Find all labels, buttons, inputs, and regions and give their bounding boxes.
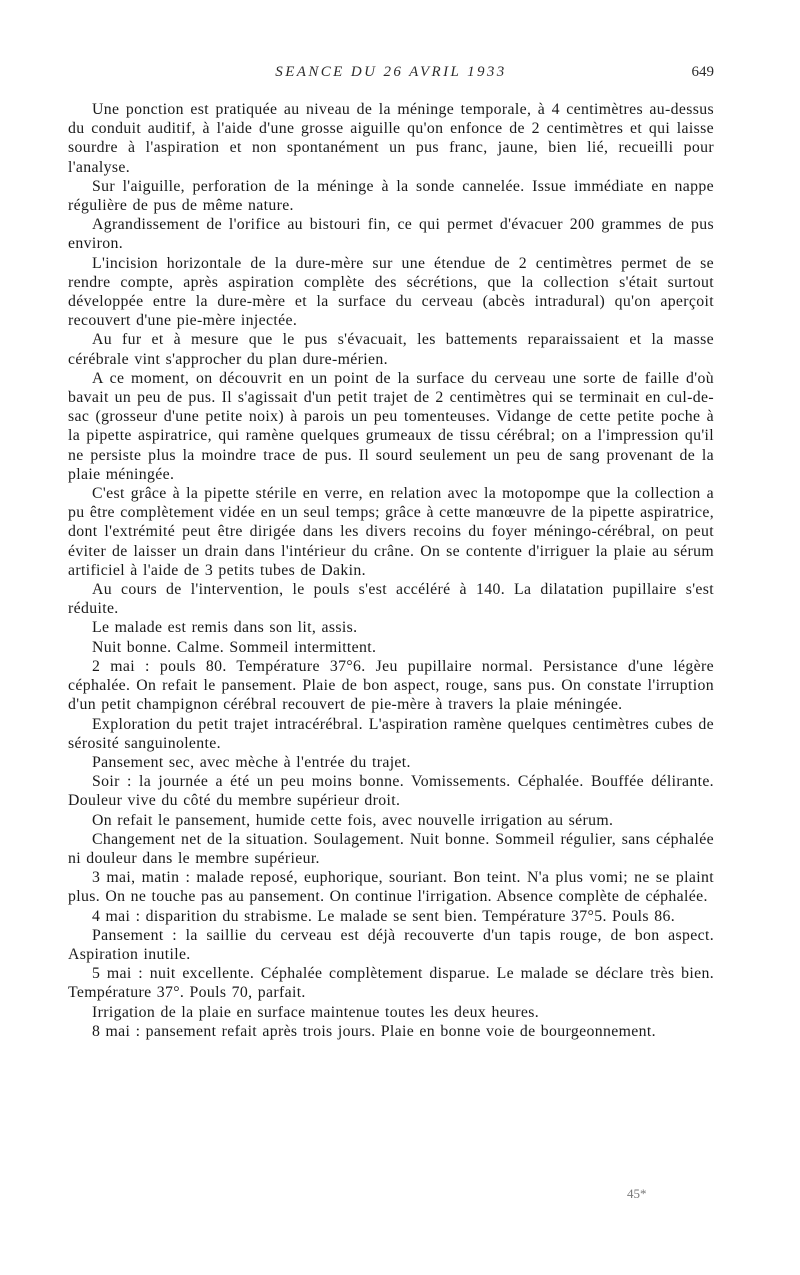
paragraph: Exploration du petit trajet intracérébral. L'aspiration ramène quelques centimètres cubes de sérosité sanguinolente. <box>68 715 714 752</box>
paragraph: Soir : la journée a été un peu moins bonne. Vomissements. Céphalée. Bouffée délirante. Douleur vive du côté du membre supérieur droit. <box>68 773 714 810</box>
paragraph: 5 mai : nuit excellente. Céphalée complètement disparue. Le malade se déclare très bien. Température 37°. Pouls 70, parfait. <box>68 965 714 1002</box>
paragraph: Le malade est remis dans son lit, assis. <box>92 619 358 637</box>
paragraph: A ce moment, on découvrit en un point de la surface du cerveau une sorte de faille d'où bavait un peu de pus. Il s'agissait d'un petit trajet de 2 centimètres qui se terminait en cul-de-sac (grosseur d'une petite noix) à parois un peu tomenteuses. Vidange de cette petite poche à la pipette aspiratrice, qui ramène quelques grumeaux de tissu cérébral; on a l'impression qu'il ne persiste plus la moindre trace de pus. Il sourd seulement un peu de sang provenant de la plaie méningée. <box>68 369 714 483</box>
paragraph: Changement net de la situation. Soulagement. Nuit bonne. Sommeil régulier, sans céphalée ni douleur dans le membre supérieur. <box>68 830 714 867</box>
paragraph: On refait le pansement, humide cette fois, avec nouvelle irrigation au sérum. <box>92 811 614 829</box>
paragraph: Une ponction est pratiquée au niveau de la méninge temporale, à 4 centimètres au-dessus du conduit auditif, à l'aide d'une grosse aiguille qu'on enfonce de 2 centimètres et qui laisse sourdre à l'aspiration et non spontanément un pus franc, jaune, bien lié, recueilli pour l'analyse. <box>68 101 714 176</box>
paragraph: Au cours de l'intervention, le pouls s'est accéléré à 140. La dilatation pupillaire s'est réduite. <box>68 581 714 618</box>
running-header <box>68 64 714 86</box>
signature-mark: 45* <box>627 1186 647 1201</box>
paragraph: Nuit bonne. Calme. Sommeil intermittent. <box>92 638 377 656</box>
header-title: SEANCE DU 26 AVRIL 1933 <box>275 64 507 80</box>
paragraph: 8 mai : pansement refait après trois jours. Plaie en bonne voie de bourgeonnement. <box>92 1022 656 1040</box>
paragraph: L'incision horizontale de la dure-mère sur une étendue de 2 centimètres permet de se rendre compte, après aspiration complète des sécrétions, que la collection s'était surtout développée entre la dure-mère et la surface du cerveau (abcès intradural) qu'on aperçoit recouvert d'une pie-mère injectée. <box>68 254 714 330</box>
paragraph: Sur l'aiguille, perforation de la méninge à la sonde cannelée. Issue immédiate en nappe régulière de pus de même nature. <box>68 177 714 215</box>
paragraph: Au fur et à mesure que le pus s'évacuait, les battements reparaissaient et la masse cérébrale vint s'approcher du plan dure-mérien. <box>68 331 714 368</box>
page-number: 649 <box>691 64 714 80</box>
body-text <box>68 100 714 1041</box>
paragraph: Agrandissement de l'orifice au bistouri fin, ce qui permet d'évacuer 200 grammes de pus environ. <box>68 216 714 253</box>
paragraph: C'est grâce à la pipette stérile en verre, en relation avec la motopompe que la collection a pu être complètement vidée en un seul temps; grâce à cette manœuvre de la pipette aspiratrice, dont l'extrémité peut être dirigée dans les divers recoins du foyer méningo-cérébral, on peut éviter de laisser un drain dans l'intérieur du crâne. On se contente d'irriguer la plaie au sérum artificiel à l'aide de 3 petits tubes de Dakin. <box>68 485 714 579</box>
paragraph: 3 mai, matin : malade reposé, euphorique, souriant. Bon teint. N'a plus vomi; ne se plaint plus. On ne touche pas au pansement. On continue l'irrigation. Absence complète de céphalée. <box>68 869 714 906</box>
paragraph: Irrigation de la plaie en surface maintenue toutes les deux heures. <box>92 1003 540 1021</box>
paragraph: 2 mai : pouls 80. Température 37°6. Jeu pupillaire normal. Persistance d'une légère céphalée. On refait le pansement. Plaie de bon aspect, rouge, sans pus. On constate l'irruption d'un petit champignon cérébral recouvert de pie-mère à travers la plaie méningée. <box>68 657 714 714</box>
paragraph: Pansement : la saillie du cerveau est déjà recouverte d'un tapis rouge, de bon aspect. Aspiration inutile. <box>68 926 714 963</box>
paragraph: 4 mai : disparition du strabisme. Le malade se sent bien. Température 37°5. Pouls 86. <box>92 907 676 925</box>
paragraph: Pansement sec, avec mèche à l'entrée du trajet. <box>92 753 411 771</box>
